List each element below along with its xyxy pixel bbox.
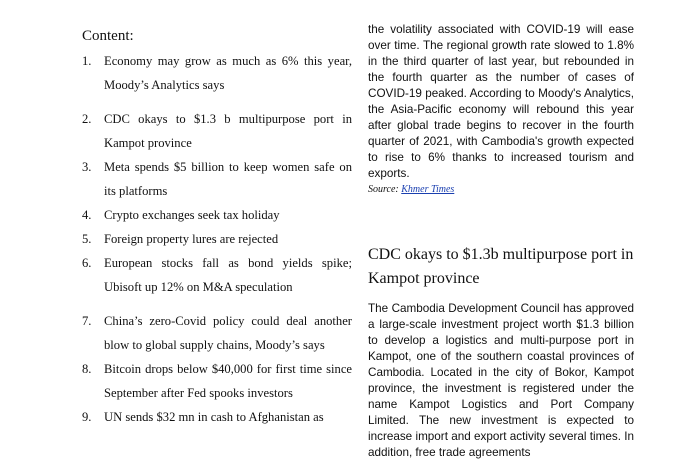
item-number: 2. — [82, 112, 92, 126]
item-text: Foreign property lures are rejected — [104, 232, 279, 246]
table-of-contents — [82, 22, 352, 429]
item-text: China’s zero-Covid policy could deal another blow to global supply chains, Moody’s says — [104, 314, 352, 352]
item-text: Economy may grow as much as 6% this year, Moody’s Analytics says — [104, 54, 352, 92]
list-item[interactable] — [82, 357, 352, 405]
item-number: 8. — [82, 362, 92, 376]
toc-list — [82, 49, 352, 429]
item-text: Bitcoin drops below $40,000 for first time since September after Fed spooks investors — [104, 362, 352, 400]
item-number: 6. — [82, 256, 92, 270]
item-number: 3. — [82, 160, 92, 174]
list-item[interactable] — [82, 203, 352, 227]
item-text: CDC okays to $1.3 b multipurpose port in Kampot province — [104, 112, 352, 150]
source-link[interactable]: Khmer Times — [401, 184, 455, 195]
item-number: 1. — [82, 54, 92, 68]
article-body: The Cambodia Development Council has approved a large-scale investment project worth $1.3 billion to develop a logistics and multi-purpose port in Kampot, one of the southern coastal provinces of Cambodia. Located in the city of Bokor, Kampot province, the investment is registered under the name Kampot Logistics and Port Company Limited. The new investment is expected to increase import and export activity several times. In addition, free trade agreements — [368, 302, 634, 459]
source-label: Source: — [368, 184, 399, 195]
article-continuation: the volatility associated with COVID-19 will ease over time. The regional growth rate slowed to 1.8% in the third quarter of last year, but rebounded in the fourth quarter as the number of cases of COVID-19 peaked. According to Moody's Analytics, the Asia-Pacific economy will rebound this year after global trade begins to recover in the fourth quarter of 2021, with Cambodia's growth expected to rise to 6% thanks to increased tourism and exports. — [368, 23, 634, 180]
list-item[interactable] — [82, 309, 352, 357]
item-number: 9. — [82, 410, 92, 424]
article-column — [368, 22, 634, 461]
list-item[interactable] — [82, 49, 352, 97]
content-heading: Content: — [82, 28, 134, 44]
item-text: Meta spends $5 billion to keep women safe on its platforms — [104, 160, 352, 198]
item-text: European stocks fall as bond yields spike; Ubisoft up 12% on M&A speculation — [104, 256, 352, 294]
item-text: Crypto exchanges seek tax holiday — [104, 208, 280, 222]
source-line — [368, 184, 634, 195]
item-number: 5. — [82, 232, 92, 246]
list-item[interactable] — [82, 405, 352, 429]
item-number: 7. — [82, 314, 92, 328]
list-item[interactable] — [82, 155, 352, 203]
item-number: 4. — [82, 208, 92, 222]
article-title: CDC okays to $1.3b multipurpose port in Kampot province — [368, 246, 634, 287]
list-item[interactable] — [82, 251, 352, 299]
item-text: UN sends $32 mn in cash to Afghanistan as — [104, 410, 324, 424]
list-item[interactable] — [82, 227, 352, 251]
list-item[interactable] — [82, 107, 352, 155]
